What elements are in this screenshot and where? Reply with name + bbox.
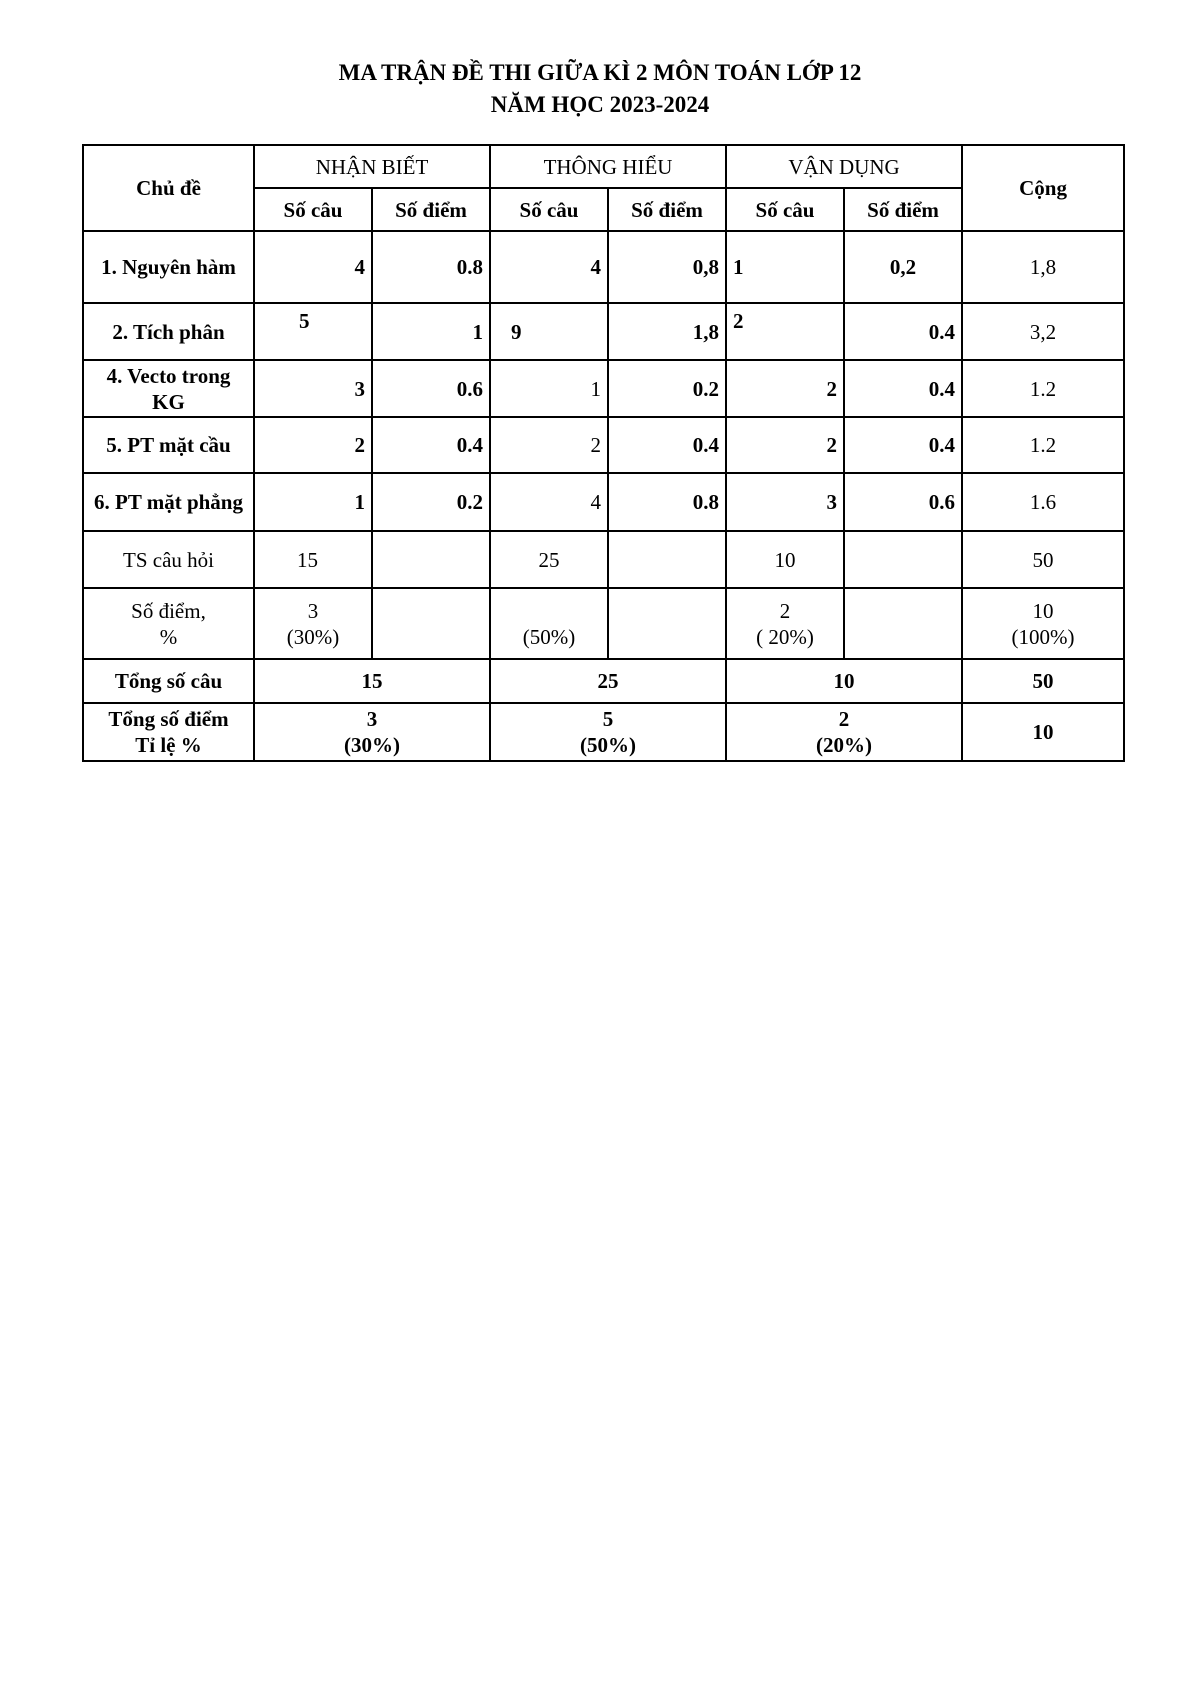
- ts-label: TS câu hỏi: [83, 531, 254, 588]
- page-title: MA TRẬN ĐỀ THI GIỮA KÌ 2 MÔN TOÁN LỚP 12: [338, 60, 862, 85]
- points-total-value: 10: [1032, 598, 1054, 623]
- empty-cell: [608, 588, 726, 659]
- nb-questions-cell: 5: [254, 303, 372, 360]
- nb-questions-cell: 3: [254, 360, 372, 417]
- topic-cell: 6. PT mặt phẳng: [83, 473, 254, 531]
- empty-cell: [844, 588, 962, 659]
- empty-cell: [372, 588, 490, 659]
- points-vd-percent: ( 20%): [756, 624, 814, 649]
- points-label-line1: Số điểm,: [131, 598, 206, 623]
- vd-questions-cell: 2: [726, 360, 844, 417]
- sum-questions-th: 25: [490, 659, 726, 703]
- sum-questions-label: Tổng số câu: [83, 659, 254, 703]
- header-vd-points: Số điểm: [844, 188, 962, 231]
- sum-points-vd-percent: (20%): [816, 733, 873, 757]
- th-points-cell: 0.2: [608, 360, 726, 417]
- sum-points-row: [83, 703, 1124, 761]
- nb-points-cell: 1: [372, 303, 490, 360]
- points-th-cell: [490, 588, 608, 659]
- points-vd-value: 2: [779, 598, 791, 623]
- row-total-cell: 3,2: [962, 303, 1124, 360]
- nb-points-cell: 0.4: [372, 417, 490, 473]
- points-vd-cell: [726, 588, 844, 659]
- points-total-cell: [962, 588, 1124, 659]
- row-total-cell: 1.6: [962, 473, 1124, 531]
- th-points-cell: 0.8: [608, 473, 726, 531]
- header-nb-points: Số điểm: [372, 188, 490, 231]
- points-label: [83, 588, 254, 659]
- sum-points-vd-value: 2: [838, 707, 850, 731]
- sum-points-nb: [254, 703, 490, 761]
- sum-points-nb-percent: (30%): [344, 733, 400, 757]
- header-understanding: THÔNG HIỂU: [490, 145, 726, 188]
- ts-nb-cell: 15: [254, 531, 372, 588]
- topic-cell: 5. PT mặt cầu: [83, 417, 254, 473]
- points-nb-cell: [254, 588, 372, 659]
- sum-points-nb-value: 3: [366, 707, 378, 731]
- sum-points-label-line2: Tỉ lệ %: [135, 733, 202, 757]
- vd-points-cell: 0.4: [844, 303, 962, 360]
- th-points-cell: 0.4: [608, 417, 726, 473]
- points-th-percent: (50%): [522, 624, 576, 649]
- header-vd-questions: Số câu: [726, 188, 844, 231]
- nb-points-cell: 0.6: [372, 360, 490, 417]
- points-total-percent: (100%): [1011, 624, 1075, 649]
- nb-points-cell: 0.2: [372, 473, 490, 531]
- sum-points-label: [83, 703, 254, 761]
- sum-points-label-line1: Tổng số điểm: [108, 707, 229, 731]
- vd-questions-cell: 1: [726, 231, 844, 303]
- header-application: VẬN DỤNG: [726, 145, 962, 188]
- header-nb-questions: Số câu: [254, 188, 372, 231]
- th-questions-cell: 4: [490, 473, 608, 531]
- table-row: [83, 417, 1124, 473]
- th-points-cell: 0,8: [608, 231, 726, 303]
- sum-points-th-value: 5: [602, 707, 614, 731]
- ts-total-cell: 50: [962, 531, 1124, 588]
- sum-points-total: 10: [962, 703, 1124, 761]
- th-questions-cell: 9: [490, 303, 608, 360]
- points-percent-row: [83, 588, 1124, 659]
- sum-questions-vd: 10: [726, 659, 962, 703]
- vd-questions-cell: 3: [726, 473, 844, 531]
- vd-points-cell: 0,2: [844, 231, 962, 303]
- row-total-cell: 1.2: [962, 360, 1124, 417]
- nb-questions-cell: 2: [254, 417, 372, 473]
- vd-points-cell: 0.4: [844, 417, 962, 473]
- header-topic: Chủ đề: [83, 145, 254, 231]
- ts-th-cell: 25: [490, 531, 608, 588]
- vd-questions-cell: 2: [726, 303, 844, 360]
- header-th-points: Số điểm: [608, 188, 726, 231]
- empty-cell: [844, 531, 962, 588]
- sum-questions-row: [83, 659, 1124, 703]
- topic-cell: 4. Vecto trong KG: [83, 360, 254, 417]
- ts-vd-cell: 10: [726, 531, 844, 588]
- topic-cell: 2. Tích phân: [83, 303, 254, 360]
- table-row: [83, 303, 1124, 360]
- sum-questions-total: 50: [962, 659, 1124, 703]
- sum-points-vd: [726, 703, 962, 761]
- th-points-cell: 1,8: [608, 303, 726, 360]
- points-nb-value: 3: [307, 598, 319, 623]
- nb-questions-cell: 4: [254, 231, 372, 303]
- points-nb-percent: (30%): [286, 624, 340, 649]
- topic-cell: 1. Nguyên hàm: [83, 231, 254, 303]
- vd-questions-cell: 2: [726, 417, 844, 473]
- points-label-line2: %: [159, 624, 178, 649]
- th-questions-cell: 2: [490, 417, 608, 473]
- table-row: [83, 231, 1124, 303]
- ts-questions-row: [83, 531, 1124, 588]
- vd-points-cell: 0.4: [844, 360, 962, 417]
- nb-questions-cell: 1: [254, 473, 372, 531]
- nb-points-cell: 0.8: [372, 231, 490, 303]
- exam-matrix-table: [82, 144, 1125, 762]
- row-total-cell: 1.2: [962, 417, 1124, 473]
- row-total-cell: 1,8: [962, 231, 1124, 303]
- sum-points-th-percent: (50%): [580, 733, 637, 757]
- sum-points-th: [490, 703, 726, 761]
- header-th-questions: Số câu: [490, 188, 608, 231]
- header-recognition: NHẬN BIẾT: [254, 145, 490, 188]
- th-questions-cell: 4: [490, 231, 608, 303]
- sum-questions-nb: 15: [254, 659, 490, 703]
- th-questions-cell: 1: [490, 360, 608, 417]
- table-row: [83, 360, 1124, 417]
- vd-points-cell: 0.6: [844, 473, 962, 531]
- table-row: [83, 473, 1124, 531]
- page-subtitle: NĂM HỌC 2023-2024: [490, 92, 710, 117]
- empty-cell: [372, 531, 490, 588]
- header-row-groups: [83, 145, 1124, 188]
- empty-cell: [608, 531, 726, 588]
- header-total: Cộng: [962, 145, 1124, 231]
